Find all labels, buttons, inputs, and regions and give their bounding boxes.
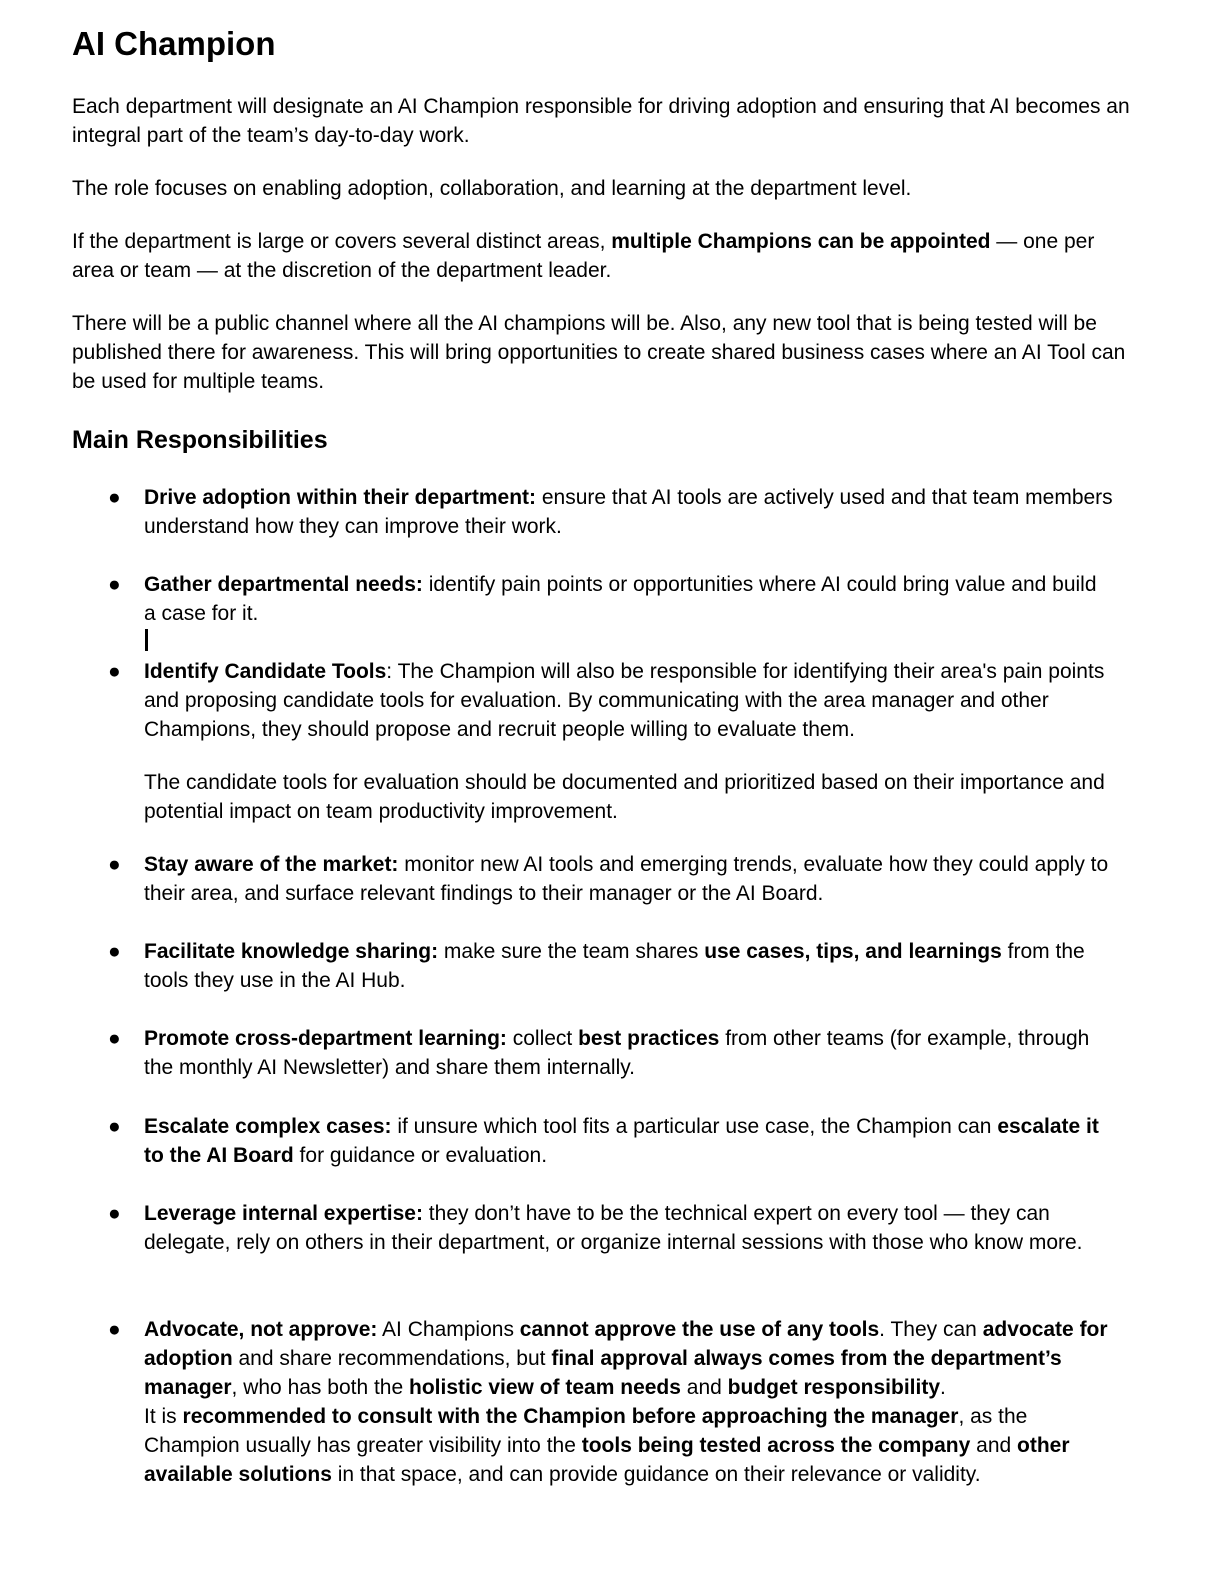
intro-paragraph: Each department will designate an AI Champion responsible for driving adoption and ensuring that AI becomes an integral part of the team’s day-to-day work. bbox=[72, 95, 1130, 147]
bullet-icon: ● bbox=[108, 853, 121, 876]
section-heading: Main Responsibilities bbox=[72, 426, 328, 454]
role-focus-paragraph: The role focuses on enabling adoption, collaboration, and learning at the department level. bbox=[72, 177, 912, 200]
responsibility-advocate: Advocate, not approve: AI Champions cannot approve the use of any tools. They can advocate for adoption and share recommendations, but final approval always comes from the department’s manager, who has both the holistic view of team needs and budget responsibility. It is recommended to consult with the Champion before approaching the manager, as the Champion usually has greater visibility into the tools being tested across the company and other available solutions in that space, and can provide guidance on their relevance or validity. bbox=[144, 1318, 1108, 1486]
bullet-icon: ● bbox=[108, 486, 121, 509]
bullet-icon: ● bbox=[108, 573, 121, 596]
responsibility-market-awareness: Stay aware of the market: monitor new AI tools and emerging trends, evaluate how they could apply to their area, and surface relevant findings to their manager or the AI Board. bbox=[144, 853, 1109, 905]
page-title: AI Champion bbox=[72, 25, 276, 62]
bullet-icon: ● bbox=[108, 1318, 121, 1341]
bullet-icon: ● bbox=[108, 1115, 121, 1138]
bullet-icon: ● bbox=[108, 940, 121, 963]
responsibility-knowledge-sharing: Facilitate knowledge sharing: make sure the team shares use cases, tips, and learnings from the tools they use in the AI Hub. bbox=[144, 940, 1085, 992]
responsibility-cross-department: Promote cross-department learning: collect best practices from other teams (for example, through the monthly AI Newsletter) and share them internally. bbox=[144, 1027, 1090, 1079]
multiple-champions-paragraph: If the department is large or covers several distinct areas, multiple Champions can be appointed — one per area or team — at the discretion of the department leader. bbox=[72, 230, 1095, 282]
responsibility-gather-needs: Gather departmental needs: identify pain points or opportunities where AI could bring value and build a case for it. bbox=[144, 573, 1097, 625]
bullet-icon: ● bbox=[108, 1027, 121, 1050]
bullet-icon: ● bbox=[108, 660, 121, 683]
text-cursor bbox=[145, 629, 148, 651]
responsibility-escalate: Escalate complex cases: if unsure which tool fits a particular use case, the Champion can escalate it to the AI Board for guidance or evaluation. bbox=[144, 1115, 1099, 1167]
responsibility-identify-tools-detail: The candidate tools for evaluation should be documented and prioritized based on their importance and potential impact on team productivity improvement. bbox=[144, 771, 1105, 823]
responsibility-identify-tools: Identify Candidate Tools: The Champion will also be responsible for identifying their area's pain points and proposing candidate tools for evaluation. By communicating with the area manager and other Champions, they should propose and recruit people willing to evaluate them. bbox=[144, 660, 1105, 741]
responsibility-internal-expertise: Leverage internal expertise: they don’t have to be the technical expert on every tool — they can delegate, rely on others in their department, or organize internal sessions with those who know more. bbox=[144, 1202, 1083, 1254]
responsibility-drive-adoption: Drive adoption within their department: ensure that AI tools are actively used and that team members understand how they can improve their work. bbox=[144, 486, 1113, 538]
bullet-icon: ● bbox=[108, 1202, 121, 1225]
public-channel-paragraph: There will be a public channel where all the AI champions will be. Also, any new tool that is being tested will be published there for awareness. This will bring opportunities to create shared business cases where an AI Tool can be used for multiple teams. bbox=[72, 312, 1126, 393]
